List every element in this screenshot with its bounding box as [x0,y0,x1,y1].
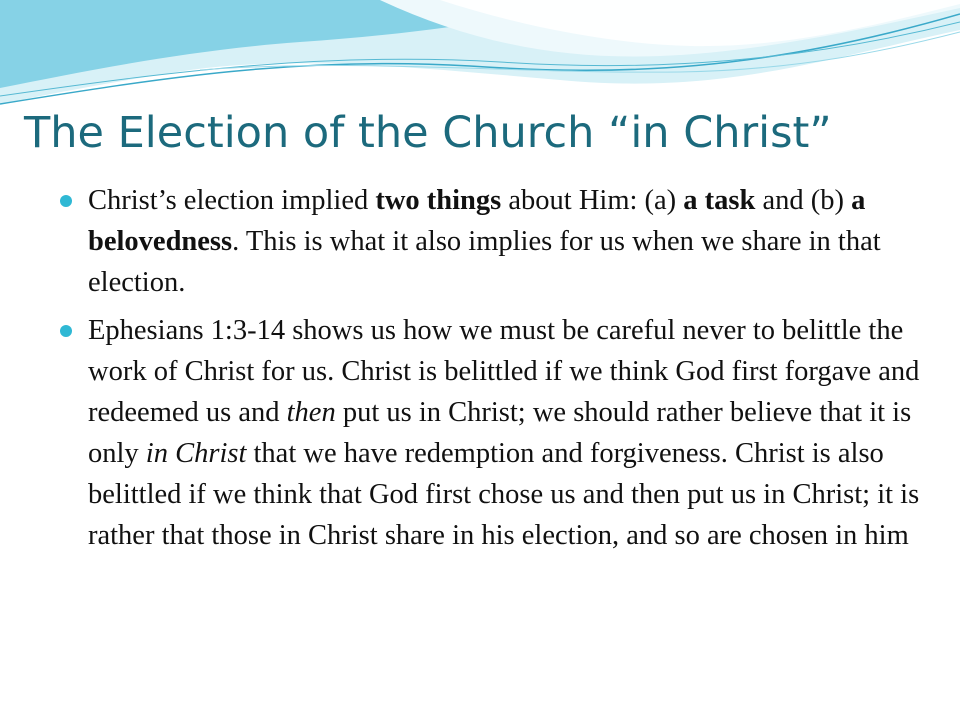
bullet-text-emphasis: a belovedness [88,185,866,257]
bullet-text-run: and (b) [755,185,852,216]
bullet-text-run: Christ’s election implied [88,185,376,216]
bullet-text-run: put us in Christ; we should rather believe that it is only [88,397,912,469]
bullet-text-run: that we have redemption and forgiveness. Christ is also belittled if we think that God first chose us and then put us in Christ; it is rather that those in Christ share in his election, and so are chosen in him [88,438,920,551]
bullet-text-italic: then [286,397,336,428]
bullet-icon [60,195,72,207]
bullet-icon [60,325,72,337]
bullet-text-run: Ephesians 1:3-14 shows us how we must be careful never to belittle the work of Christ for us. Christ is belittled if we think God first forgave and redeemed us and [88,315,920,428]
bullet-text [88,185,881,298]
slide-title: The Election of the Church “in Christ” [24,108,832,158]
bullet-list [60,180,920,563]
bullet-text [88,315,919,551]
bullet-text-emphasis: a task [683,185,756,216]
bullet-text-italic: in Christ [145,438,247,469]
bullet-item [60,310,920,556]
bullet-text-run: . This is what it also implies for us when we share in that election. [88,226,881,298]
bullet-text-emphasis: two things [375,185,502,216]
bullet-item [60,180,920,303]
bullet-text-run: about Him: (a) [501,185,684,216]
